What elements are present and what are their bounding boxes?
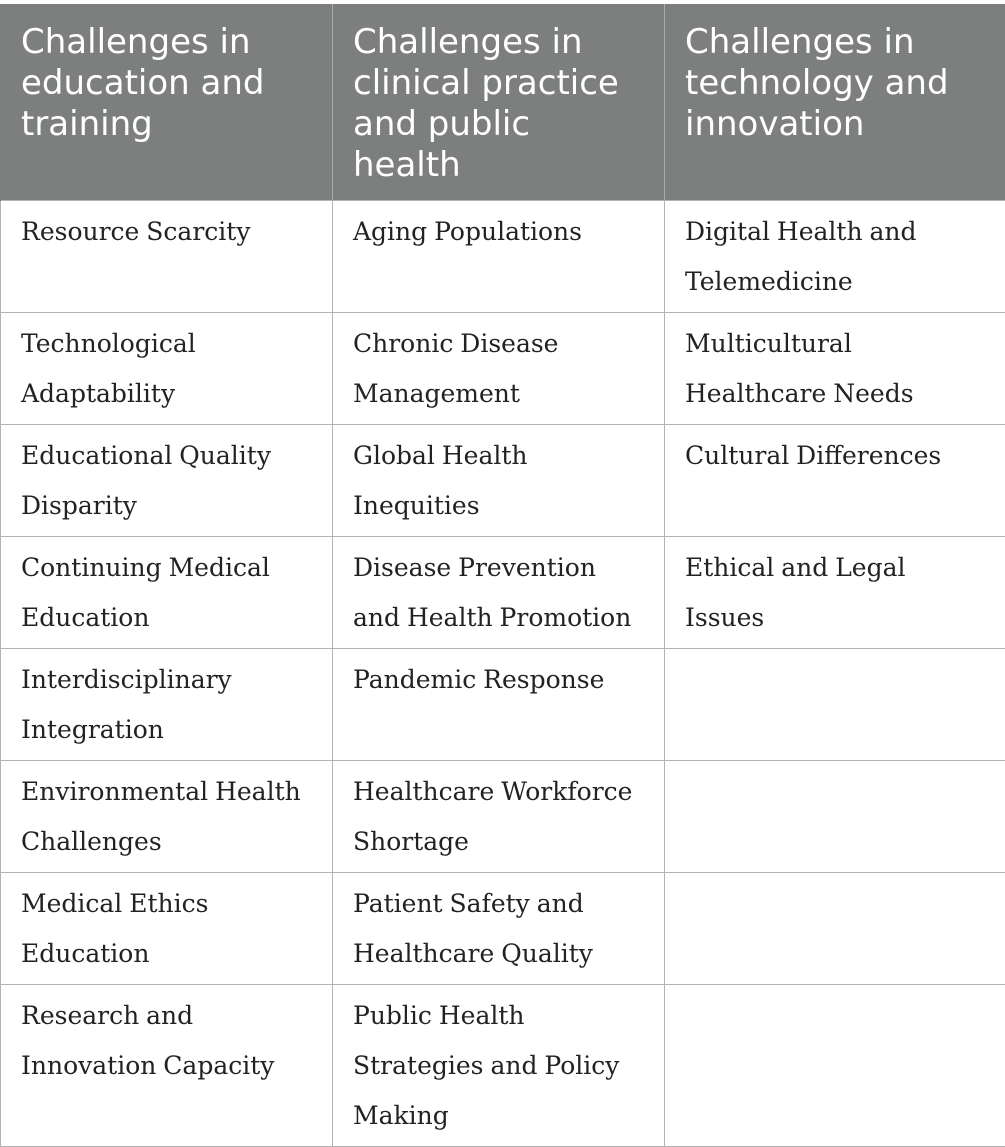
table-cell-empty (665, 761, 1005, 873)
table-cell: Interdisciplinary Integration (1, 649, 333, 761)
table-cell: Aging Populations (333, 201, 665, 313)
table-cell-empty (665, 985, 1005, 1147)
table-row (1, 537, 1005, 649)
table-cell: Disease Prevention and Health Promotion (333, 537, 665, 649)
table-cell: Public Health Strategies and Policy Making (333, 985, 665, 1147)
challenges-table (0, 4, 1005, 1147)
header-education-training: Challenges in education and training (1, 4, 333, 201)
header-technology-innovation: Challenges in technology and innovation (665, 4, 1005, 201)
table-row (1, 201, 1005, 313)
table-cell-empty (665, 649, 1005, 761)
challenges-table-container (0, 4, 1005, 1147)
table-cell: Educational Quality Disparity (1, 425, 333, 537)
table-cell: Resource Scarcity (1, 201, 333, 313)
table-row (1, 985, 1005, 1147)
table-cell: Healthcare Workforce Shortage (333, 761, 665, 873)
table-cell: Cultural Differences (665, 425, 1005, 537)
table-cell: Patient Safety and Healthcare Quality (333, 873, 665, 985)
header-row (1, 4, 1005, 201)
table-cell: Environmental Health Challenges (1, 761, 333, 873)
table-body (1, 201, 1005, 1147)
table-cell: Digital Health and Telemedicine (665, 201, 1005, 313)
header-clinical-public-health: Challenges in clinical practice and public health (333, 4, 665, 201)
table-row (1, 761, 1005, 873)
table-cell: Continuing Medical Education (1, 537, 333, 649)
table-cell-empty (665, 873, 1005, 985)
table-header (1, 4, 1005, 201)
table-cell: Ethical and Legal Issues (665, 537, 1005, 649)
table-cell: Global Health Inequities (333, 425, 665, 537)
table-row (1, 873, 1005, 985)
table-cell: Technological Adaptability (1, 313, 333, 425)
table-cell: Medical Ethics Education (1, 873, 333, 985)
table-row (1, 425, 1005, 537)
table-cell: Research and Innovation Capacity (1, 985, 333, 1147)
table-cell: Pandemic Response (333, 649, 665, 761)
table-row (1, 649, 1005, 761)
table-row (1, 313, 1005, 425)
table-cell: Multicultural Healthcare Needs (665, 313, 1005, 425)
table-cell: Chronic Disease Management (333, 313, 665, 425)
